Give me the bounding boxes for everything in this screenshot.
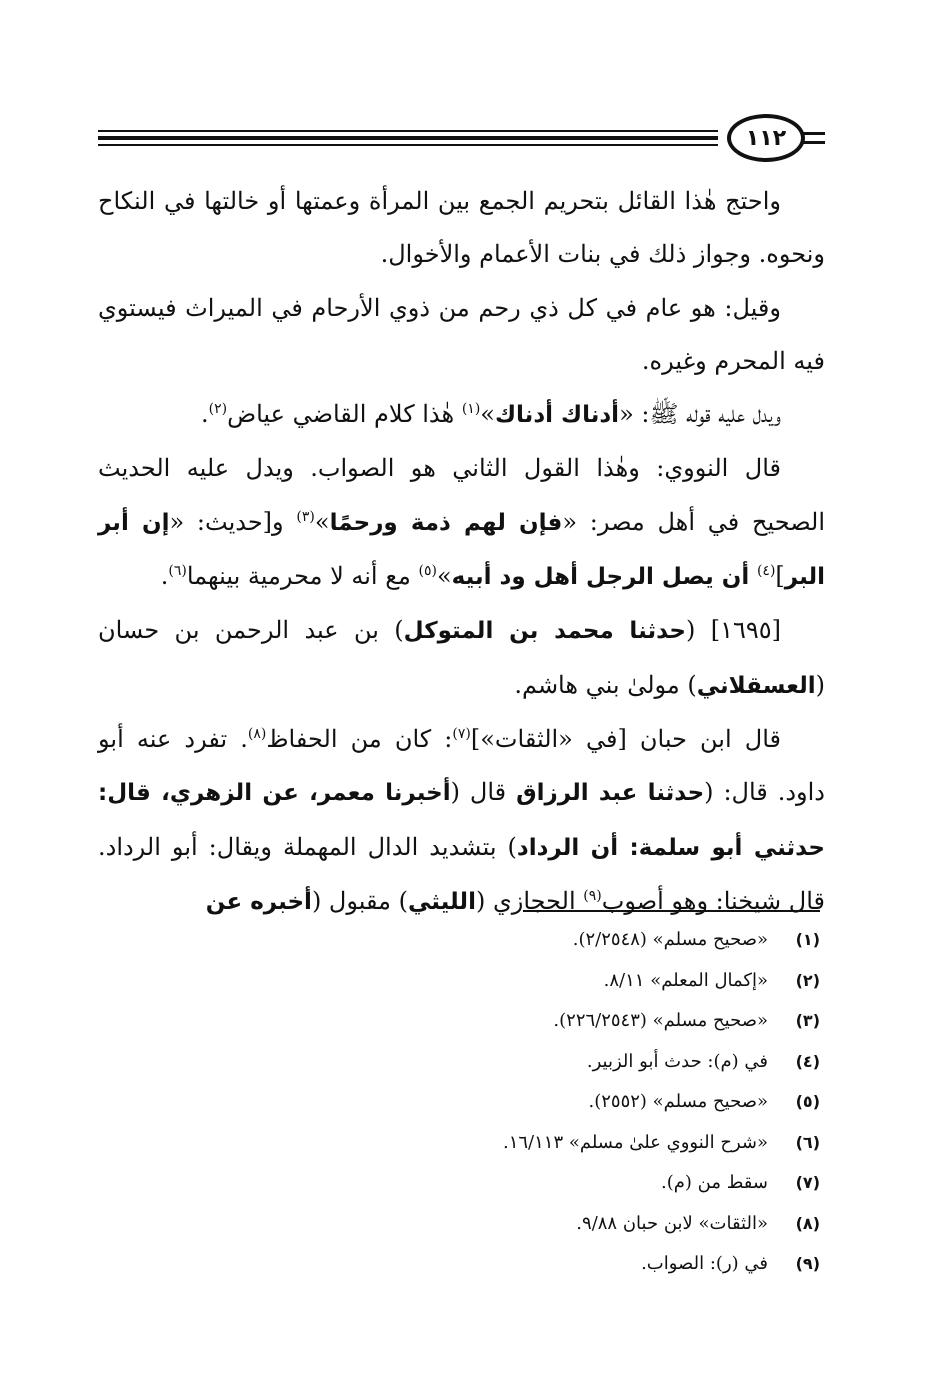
bold-text: حدثنا محمد بن المتوكل: [403, 618, 686, 645]
text-run: ) بتشديد الدال المهملة ويقال: أبو الرداد. قال شيخنا: وهو أصوب: [98, 832, 825, 915]
footnote-text: «إكمال المعلم» ٨/١١.: [603, 969, 768, 991]
footnote-ref: (٢): [208, 401, 228, 418]
bold-text: الليثي: [408, 888, 476, 915]
footnote-ref: (٨): [247, 725, 267, 742]
text-run: واحتج هٰذا القائل بتحريم الجمع بين المرأة وعمتها أو خالتها في النكاح ونحوه. وجواز ذلك في بنات الأعمام والأخوال.: [98, 187, 825, 269]
paragraph: [98, 282, 825, 389]
footnote-item: [260, 1244, 820, 1285]
footnote-item: [260, 1082, 820, 1123]
text-run: [749, 562, 757, 590]
paragraph: [98, 442, 825, 604]
footnote-text: في (م): حدث أبو الزبير.: [586, 1050, 768, 1072]
footnote-item: [260, 1163, 820, 1204]
text-run: مع أنه لا محرمية بينهما: [186, 562, 419, 591]
text-run: وقيل: هو عام في كل ذي رحم من ذوي الأرحام في الميراث فيستوي فيه المحرم وغيره.: [98, 293, 825, 375]
text-run: قال (: [450, 778, 517, 807]
footnote-separator: [523, 910, 820, 912]
footnote-item: [260, 1204, 820, 1245]
footnote-ref: (١): [461, 401, 481, 418]
footnote-item: [260, 920, 820, 961]
footnote-text: «صحيح مسلم» (٢٢٦/٢٥٤٣).: [553, 1010, 768, 1031]
paragraph: [98, 388, 825, 442]
footnote-number: (٢): [795, 970, 820, 990]
text-run: »: [436, 562, 452, 591]
footnote-number: (٦): [795, 1132, 820, 1152]
text-run: قال ابن حبان [في «الثقات»]: [470, 724, 781, 753]
footnote-item: [260, 1123, 820, 1164]
text-run: ) بن عبد الرحمن بن حسان (: [98, 616, 825, 699]
text-run: . تفرد عنه أبو داود. قال: (: [98, 724, 825, 807]
text-run: هٰذا كلام القاضي عياض: [227, 400, 462, 429]
paragraph: [98, 175, 825, 282]
text-run: و[حديث: «: [169, 507, 297, 536]
text-run: ) مولىٰ بني هاشم.: [514, 670, 697, 699]
footnote-number: (٣): [795, 1011, 820, 1030]
text-run: ]: [775, 562, 785, 591]
text-run: .: [200, 400, 209, 429]
text-run: »: [314, 507, 330, 536]
text-run: الحجازي (: [475, 886, 584, 915]
page-number: ١١٢: [727, 114, 805, 162]
text-run: ) مقبول (: [311, 886, 408, 915]
bold-text: العسقلاني: [696, 672, 816, 699]
footnote-item: [260, 1042, 820, 1083]
bold-text: أدناك أدناك: [494, 402, 620, 429]
footnote-ref: (٣): [296, 508, 315, 525]
footnote-text: في (ر): الصواب.: [641, 1253, 768, 1274]
footnote-text: سقط من (م).: [661, 1172, 768, 1193]
footnote-ref: (٩): [583, 887, 602, 904]
footnote-text: «الثقات» لابن حبان ٩/٨٨.: [576, 1212, 768, 1234]
text-run: : كان من الحفاظ: [266, 724, 453, 753]
bold-text: أخبرنا معمر، عن الزهري، قال: حدثني أبو سلمة: أن الرداد: [98, 780, 825, 861]
footnote-ref: (٥): [418, 563, 437, 580]
footnote-number: (٩): [795, 1254, 820, 1273]
footnote-number: (٨): [795, 1213, 820, 1233]
footnote-text: «صحيح مسلم» (٢/٢٥٤٨).: [572, 929, 768, 950]
footnote-item: [260, 961, 820, 1002]
footnote-number: (٧): [795, 1173, 820, 1192]
footnotes-list: [260, 920, 820, 1285]
text-run: ويدل عليه قوله ﷺ: «: [619, 400, 781, 429]
footnote-number: (٥): [795, 1092, 820, 1111]
footnote-ref: (٧): [452, 725, 471, 742]
footnote-number: (١): [795, 930, 820, 949]
text-run: »: [480, 400, 495, 429]
bold-text: أخبره عن: [205, 888, 312, 915]
text-run: .: [160, 562, 169, 591]
footnote-number: (٤): [795, 1051, 820, 1071]
paragraph: [98, 713, 825, 929]
bold-text: حدثنا عبد الرزاق: [516, 780, 705, 807]
text-run: [١٦٩٥] (: [685, 616, 782, 645]
footnote-ref: (٤): [756, 563, 776, 580]
footnote-text: «صحيح مسلم» (٢٥٥٢).: [588, 1091, 768, 1112]
bold-text: أن يصل الرجل أهل ود أبيه: [451, 564, 750, 591]
header-rules: [98, 108, 825, 168]
main-text: [98, 175, 825, 929]
footnote-text: «شرح النووي علىٰ مسلم» ١٦/١١٣.: [502, 1131, 768, 1153]
footnote-ref: (٦): [168, 563, 187, 580]
page-header: [98, 108, 825, 168]
footnote-item: [260, 1001, 820, 1042]
paragraph: [98, 604, 825, 713]
bold-text: إن أبر البر: [98, 509, 825, 591]
text-run: قال النووي: وهٰذا القول الثاني هو الصواب. ويدل عليه الحديث الصحيح في أهل مصر: «: [98, 454, 825, 536]
bold-text: فإن لهم ذمة ورحمًا: [329, 509, 563, 536]
